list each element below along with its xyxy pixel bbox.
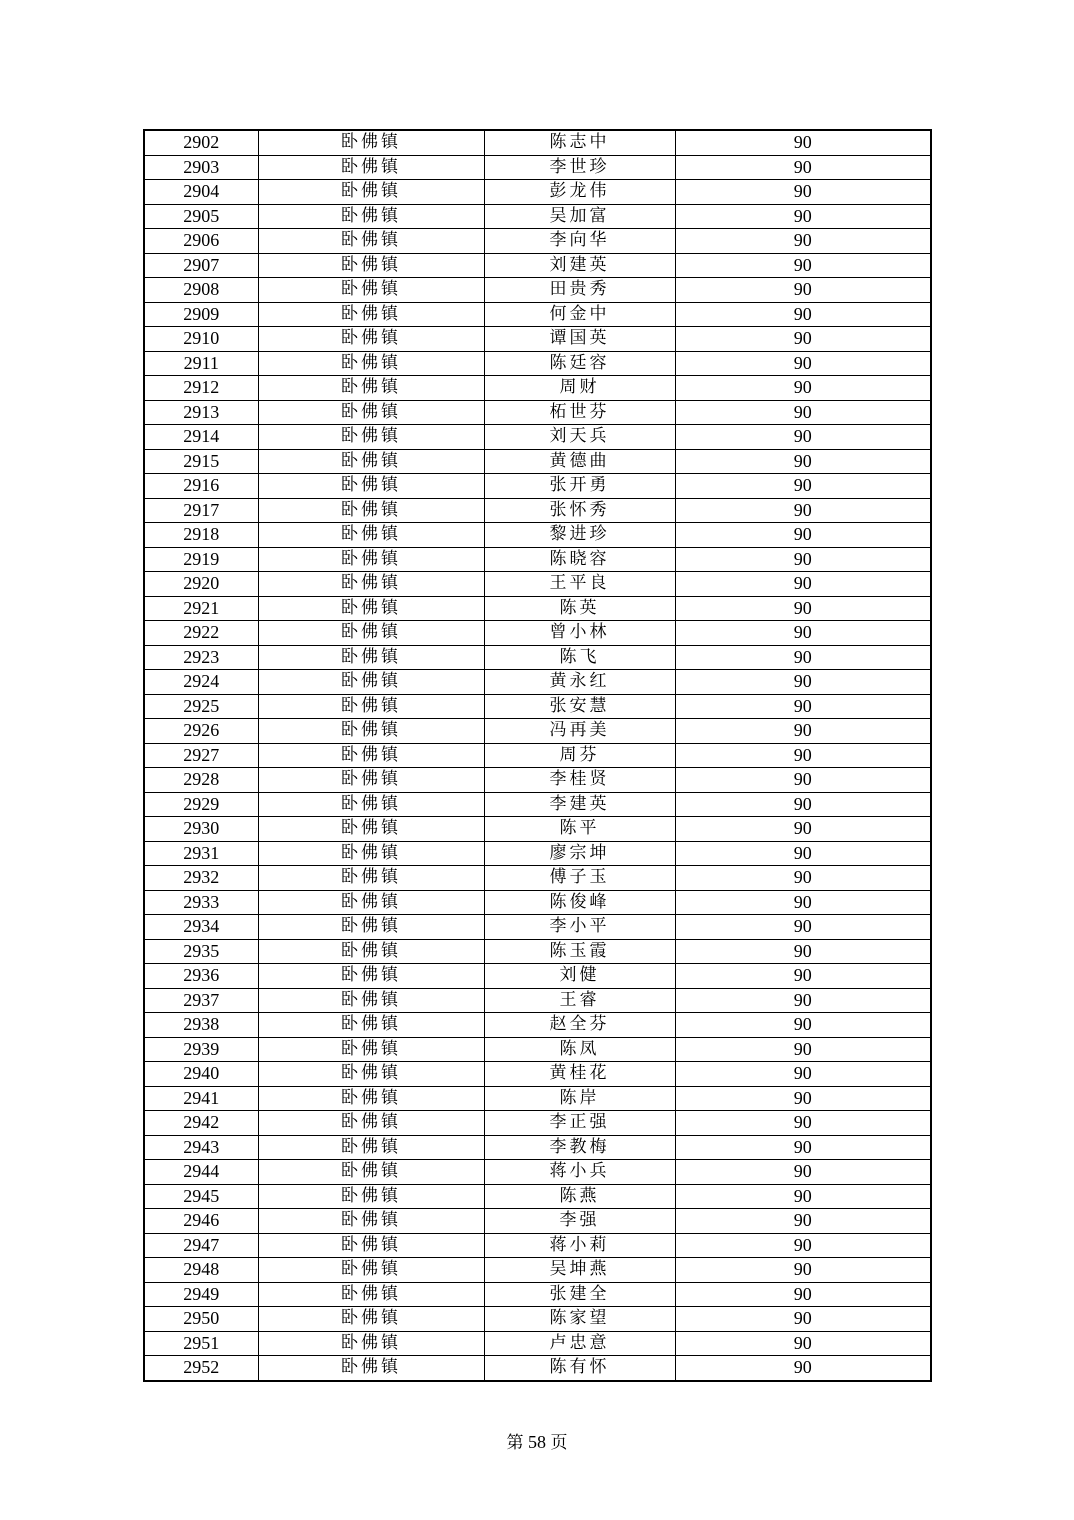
value-cell: 90 [675,1356,931,1381]
row-number-cell: 2928 [144,768,258,793]
town-cell: 卧佛镇 [258,1282,484,1307]
name-cell: 张安慧 [484,694,675,719]
name-cell: 黄德曲 [484,449,675,474]
value-cell: 90 [675,621,931,646]
table-row [144,621,931,646]
value-cell: 90 [675,400,931,425]
value-cell: 90 [675,1135,931,1160]
town-cell: 卧佛镇 [258,547,484,572]
town-cell: 卧佛镇 [258,596,484,621]
town-cell: 卧佛镇 [258,670,484,695]
row-number-cell: 2952 [144,1356,258,1381]
value-cell: 90 [675,474,931,499]
value-cell: 90 [675,253,931,278]
town-cell: 卧佛镇 [258,1135,484,1160]
name-cell: 陈玉霞 [484,939,675,964]
table-row [144,327,931,352]
table-row [144,792,931,817]
row-number-cell: 2944 [144,1160,258,1185]
town-cell: 卧佛镇 [258,743,484,768]
value-cell: 90 [675,768,931,793]
table-row [144,988,931,1013]
page-label-prefix: 第 [506,1433,524,1453]
town-cell: 卧佛镇 [258,890,484,915]
name-cell: 黄永红 [484,670,675,695]
table-row [144,523,931,548]
table-row [144,376,931,401]
row-number-cell: 2946 [144,1209,258,1234]
row-number-cell: 2929 [144,792,258,817]
row-number-cell: 2913 [144,400,258,425]
town-cell: 卧佛镇 [258,964,484,989]
name-cell: 陈晓容 [484,547,675,572]
value-cell: 90 [675,449,931,474]
table-row [144,547,931,572]
value-cell: 90 [675,645,931,670]
town-cell: 卧佛镇 [258,376,484,401]
town-cell: 卧佛镇 [258,939,484,964]
name-cell: 蒋小兵 [484,1160,675,1185]
row-number-cell: 2911 [144,351,258,376]
town-cell: 卧佛镇 [258,155,484,180]
name-cell: 何金中 [484,302,675,327]
town-cell: 卧佛镇 [258,302,484,327]
value-cell: 90 [675,180,931,205]
table-row [144,694,931,719]
town-cell: 卧佛镇 [258,915,484,940]
row-number-cell: 2932 [144,866,258,891]
row-number-cell: 2919 [144,547,258,572]
town-cell: 卧佛镇 [258,351,484,376]
table-row [144,1233,931,1258]
table-row [144,1062,931,1087]
name-cell: 王睿 [484,988,675,1013]
row-number-cell: 2937 [144,988,258,1013]
value-cell: 90 [675,547,931,572]
town-cell: 卧佛镇 [258,1307,484,1332]
name-cell: 李桂贤 [484,768,675,793]
table-row [144,939,931,964]
table-row [144,1086,931,1111]
table-row [144,866,931,891]
table-row [144,645,931,670]
table-row [144,1013,931,1038]
value-cell: 90 [675,302,931,327]
value-cell: 90 [675,1160,931,1185]
name-cell: 曾小林 [484,621,675,646]
row-number-cell: 2915 [144,449,258,474]
value-cell: 90 [675,596,931,621]
name-cell: 李小平 [484,915,675,940]
value-cell: 90 [675,572,931,597]
town-cell: 卧佛镇 [258,474,484,499]
town-cell: 卧佛镇 [258,572,484,597]
name-cell: 吴加富 [484,204,675,229]
value-cell: 90 [675,1282,931,1307]
row-number-cell: 2939 [144,1037,258,1062]
value-cell: 90 [675,1233,931,1258]
name-cell: 王平良 [484,572,675,597]
value-cell: 90 [675,376,931,401]
table-row [144,1160,931,1185]
row-number-cell: 2930 [144,817,258,842]
row-number-cell: 2933 [144,890,258,915]
row-number-cell: 2906 [144,229,258,254]
row-number-cell: 2910 [144,327,258,352]
name-cell: 李正强 [484,1111,675,1136]
name-cell: 彭龙伟 [484,180,675,205]
table-row [144,964,931,989]
roster-table [143,129,932,1382]
name-cell: 陈凤 [484,1037,675,1062]
value-cell: 90 [675,939,931,964]
page-footer [0,1431,1074,1454]
town-cell: 卧佛镇 [258,694,484,719]
town-cell: 卧佛镇 [258,817,484,842]
row-number-cell: 2941 [144,1086,258,1111]
name-cell: 李世珍 [484,155,675,180]
table-row [144,449,931,474]
town-cell: 卧佛镇 [258,1160,484,1185]
name-cell: 陈家望 [484,1307,675,1332]
value-cell: 90 [675,988,931,1013]
table-row [144,1307,931,1332]
row-number-cell: 2940 [144,1062,258,1087]
value-cell: 90 [675,1062,931,1087]
value-cell: 90 [675,523,931,548]
row-number-cell: 2934 [144,915,258,940]
name-cell: 赵全芬 [484,1013,675,1038]
table-row [144,498,931,523]
name-cell: 李强 [484,1209,675,1234]
table-row [144,572,931,597]
table-row [144,130,931,155]
table-row [144,841,931,866]
row-number-cell: 2927 [144,743,258,768]
name-cell: 陈有怀 [484,1356,675,1381]
table-row [144,229,931,254]
town-cell: 卧佛镇 [258,1258,484,1283]
row-number-cell: 2905 [144,204,258,229]
value-cell: 90 [675,1331,931,1356]
row-number-cell: 2947 [144,1233,258,1258]
value-cell: 90 [675,890,931,915]
row-number-cell: 2908 [144,278,258,303]
table-row [144,743,931,768]
table-row [144,302,931,327]
value-cell: 90 [675,327,931,352]
value-cell: 90 [675,1037,931,1062]
table-row [144,180,931,205]
town-cell: 卧佛镇 [258,1184,484,1209]
name-cell: 陈志中 [484,130,675,155]
table-row [144,768,931,793]
row-number-cell: 2945 [144,1184,258,1209]
value-cell: 90 [675,841,931,866]
row-number-cell: 2951 [144,1331,258,1356]
row-number-cell: 2904 [144,180,258,205]
town-cell: 卧佛镇 [258,204,484,229]
name-cell: 黄桂花 [484,1062,675,1087]
name-cell: 傅子玉 [484,866,675,891]
row-number-cell: 2921 [144,596,258,621]
row-number-cell: 2950 [144,1307,258,1332]
table-row [144,719,931,744]
name-cell: 田贵秀 [484,278,675,303]
value-cell: 90 [675,498,931,523]
table-row [144,596,931,621]
roster-table-body [144,130,931,1381]
town-cell: 卧佛镇 [258,792,484,817]
town-cell: 卧佛镇 [258,719,484,744]
table-row [144,155,931,180]
value-cell: 90 [675,964,931,989]
row-number-cell: 2907 [144,253,258,278]
town-cell: 卧佛镇 [258,1037,484,1062]
row-number-cell: 2943 [144,1135,258,1160]
table-row [144,1356,931,1381]
value-cell: 90 [675,743,931,768]
value-cell: 90 [675,425,931,450]
table-row [144,1184,931,1209]
row-number-cell: 2936 [144,964,258,989]
table-row [144,253,931,278]
value-cell: 90 [675,670,931,695]
name-cell: 张怀秀 [484,498,675,523]
value-cell: 90 [675,1184,931,1209]
name-cell: 陈俊峰 [484,890,675,915]
town-cell: 卧佛镇 [258,425,484,450]
town-cell: 卧佛镇 [258,866,484,891]
town-cell: 卧佛镇 [258,1356,484,1381]
town-cell: 卧佛镇 [258,449,484,474]
row-number-cell: 2931 [144,841,258,866]
name-cell: 刘天兵 [484,425,675,450]
table-row [144,890,931,915]
name-cell: 柘世芬 [484,400,675,425]
name-cell: 刘建英 [484,253,675,278]
table-row [144,817,931,842]
name-cell: 陈飞 [484,645,675,670]
town-cell: 卧佛镇 [258,1062,484,1087]
town-cell: 卧佛镇 [258,1233,484,1258]
row-number-cell: 2920 [144,572,258,597]
town-cell: 卧佛镇 [258,645,484,670]
table-row [144,670,931,695]
value-cell: 90 [675,204,931,229]
row-number-cell: 2922 [144,621,258,646]
value-cell: 90 [675,1111,931,1136]
row-number-cell: 2903 [144,155,258,180]
name-cell: 陈英 [484,596,675,621]
name-cell: 李建英 [484,792,675,817]
row-number-cell: 2909 [144,302,258,327]
table-row [144,278,931,303]
name-cell: 谭国英 [484,327,675,352]
row-number-cell: 2938 [144,1013,258,1038]
value-cell: 90 [675,278,931,303]
table-row [144,1111,931,1136]
row-number-cell: 2942 [144,1111,258,1136]
town-cell: 卧佛镇 [258,1013,484,1038]
town-cell: 卧佛镇 [258,1209,484,1234]
value-cell: 90 [675,1013,931,1038]
table-row [144,1282,931,1307]
name-cell: 张建全 [484,1282,675,1307]
table-row [144,915,931,940]
table-row [144,425,931,450]
table-row [144,400,931,425]
name-cell: 廖宗坤 [484,841,675,866]
town-cell: 卧佛镇 [258,1331,484,1356]
value-cell: 90 [675,1209,931,1234]
value-cell: 90 [675,792,931,817]
row-number-cell: 2924 [144,670,258,695]
name-cell: 李向华 [484,229,675,254]
value-cell: 90 [675,866,931,891]
town-cell: 卧佛镇 [258,523,484,548]
name-cell: 周财 [484,376,675,401]
value-cell: 90 [675,694,931,719]
town-cell: 卧佛镇 [258,180,484,205]
town-cell: 卧佛镇 [258,130,484,155]
value-cell: 90 [675,817,931,842]
row-number-cell: 2916 [144,474,258,499]
value-cell: 90 [675,915,931,940]
value-cell: 90 [675,130,931,155]
row-number-cell: 2925 [144,694,258,719]
town-cell: 卧佛镇 [258,229,484,254]
name-cell: 黎进珍 [484,523,675,548]
name-cell: 陈燕 [484,1184,675,1209]
name-cell: 李教梅 [484,1135,675,1160]
row-number-cell: 2948 [144,1258,258,1283]
value-cell: 90 [675,719,931,744]
table-row [144,1331,931,1356]
town-cell: 卧佛镇 [258,621,484,646]
town-cell: 卧佛镇 [258,278,484,303]
table-row [144,1037,931,1062]
table-row [144,1258,931,1283]
town-cell: 卧佛镇 [258,1086,484,1111]
row-number-cell: 2914 [144,425,258,450]
name-cell: 吴坤燕 [484,1258,675,1283]
town-cell: 卧佛镇 [258,400,484,425]
town-cell: 卧佛镇 [258,841,484,866]
value-cell: 90 [675,1307,931,1332]
value-cell: 90 [675,229,931,254]
table-row [144,474,931,499]
table-row [144,351,931,376]
row-number-cell: 2935 [144,939,258,964]
name-cell: 冯再美 [484,719,675,744]
town-cell: 卧佛镇 [258,988,484,1013]
row-number-cell: 2902 [144,130,258,155]
page-number: 58 [528,1432,546,1452]
name-cell: 陈廷容 [484,351,675,376]
value-cell: 90 [675,155,931,180]
table-row [144,1209,931,1234]
table-row [144,204,931,229]
value-cell: 90 [675,351,931,376]
row-number-cell: 2926 [144,719,258,744]
name-cell: 卢忠意 [484,1331,675,1356]
town-cell: 卧佛镇 [258,253,484,278]
row-number-cell: 2912 [144,376,258,401]
name-cell: 张开勇 [484,474,675,499]
row-number-cell: 2949 [144,1282,258,1307]
value-cell: 90 [675,1258,931,1283]
town-cell: 卧佛镇 [258,327,484,352]
row-number-cell: 2918 [144,523,258,548]
row-number-cell: 2923 [144,645,258,670]
page-label-suffix: 页 [550,1433,568,1453]
name-cell: 蒋小莉 [484,1233,675,1258]
row-number-cell: 2917 [144,498,258,523]
table-row [144,1135,931,1160]
town-cell: 卧佛镇 [258,768,484,793]
value-cell: 90 [675,1086,931,1111]
name-cell: 刘健 [484,964,675,989]
name-cell: 陈平 [484,817,675,842]
town-cell: 卧佛镇 [258,1111,484,1136]
name-cell: 陈岸 [484,1086,675,1111]
name-cell: 周芬 [484,743,675,768]
town-cell: 卧佛镇 [258,498,484,523]
